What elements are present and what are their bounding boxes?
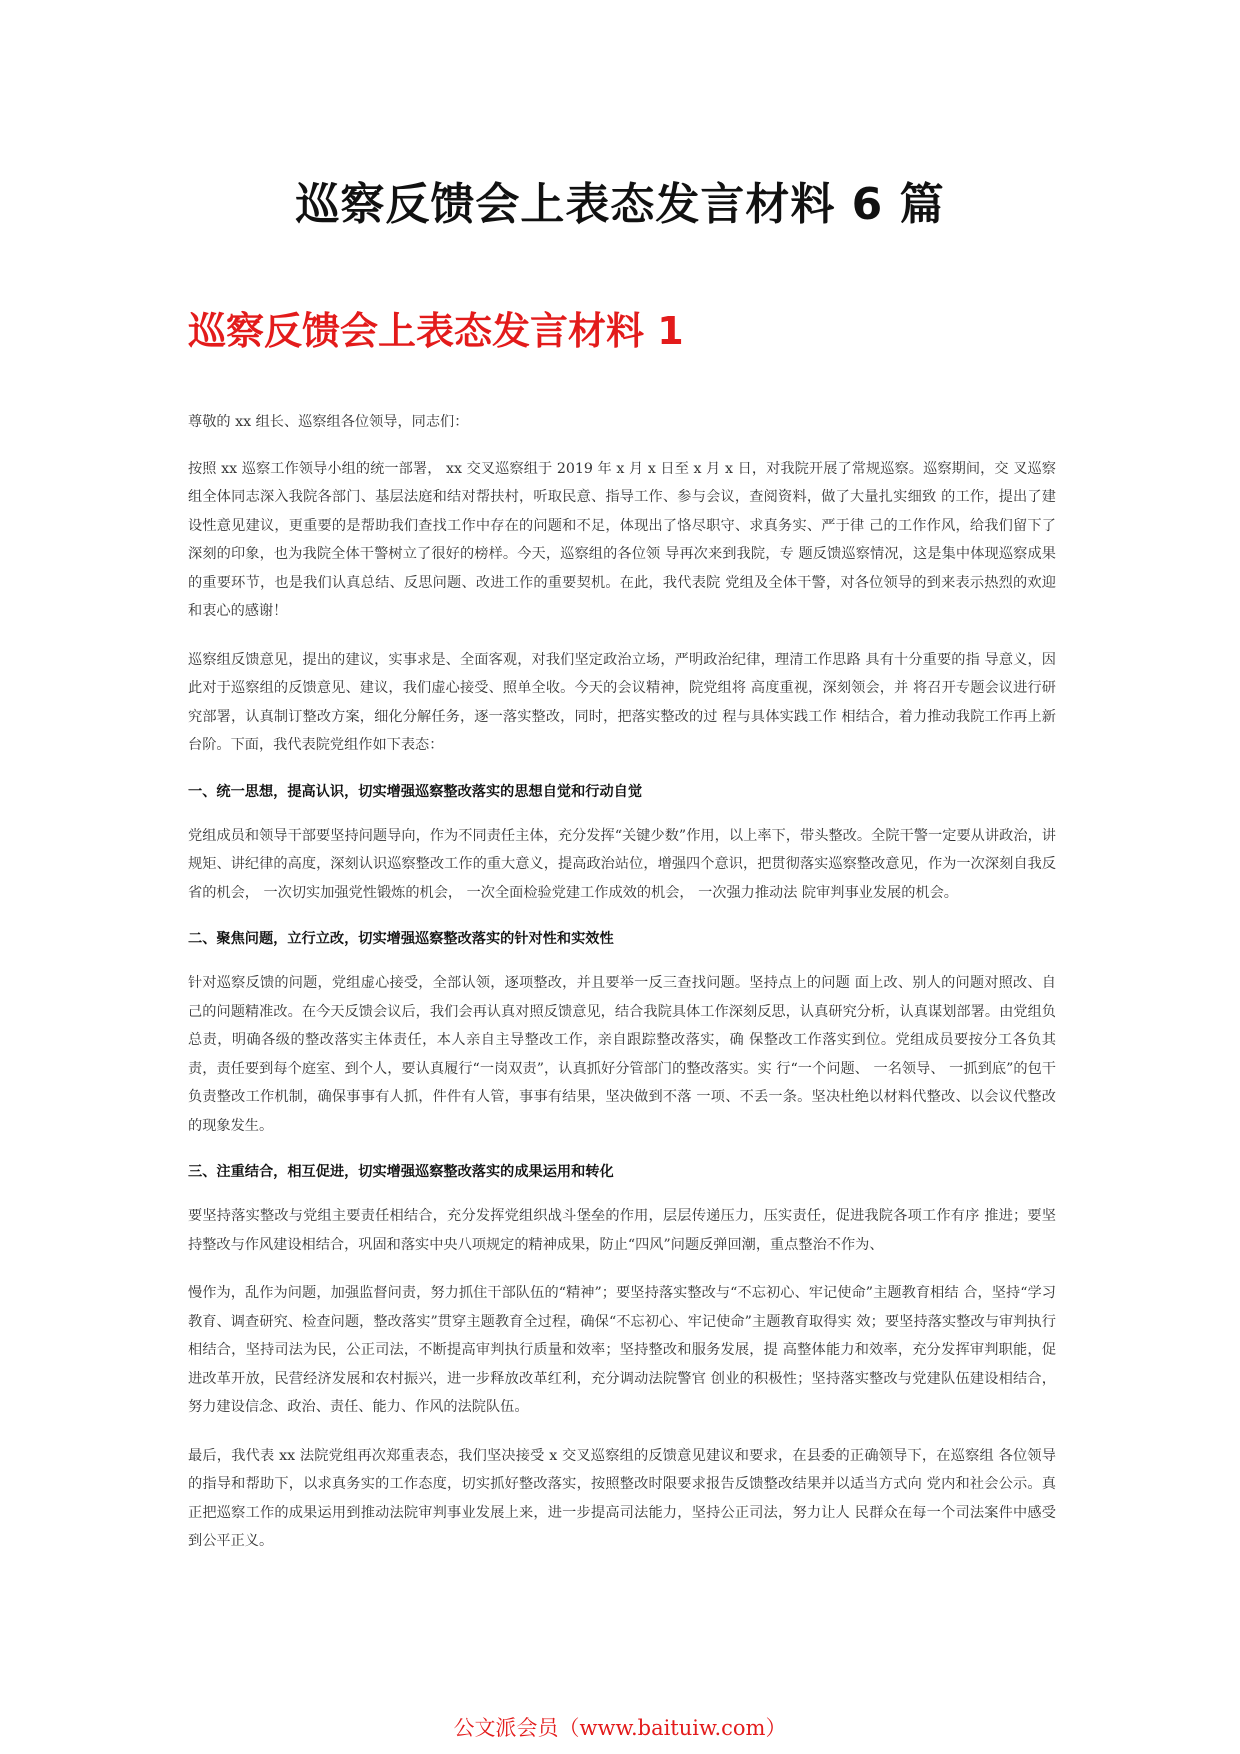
paragraph: 最后，我代表 xx 法院党组再次郑重表态，我们坚决接受 x 交叉巡察组的反馈意见建议和要求，在县委的正确领导下，在巡察组 各位领导的指导和帮助下，以求真务实的工作态度，切实抓好整改落实，按照整改时限要求报告反馈整改结果并以适当方式向 党内和社会公示。真正把巡察工作的成果运用到推动法院审判事业发展上来，进一步提高司法能力，坚持公正司法，努力让人 民群众在每一个司法案件中感受到公平正义。 xyxy=(188,1447,1056,1549)
paragraph: 要坚持落实整改与党组主要责任相结合，充分发挥党组织战斗堡垒的作用，层层传递压力，压实责任，促进我院各项工作有序 推进；要坚持整改与作风建设相结合，巩固和落实中央八项规定的精神成果，防止“四风”问题反弹回潮，重点整治不作为、 xyxy=(188,1208,1056,1253)
paragraph: 慢作为，乱作为问题，加强监督问责，努力抓住干部队伍的“精神”；要坚持落实整改与“不忘初心、牢记使命”主题教育相结 合，坚持“学习教育、调查研究、检查问题，整改落实”贯穿主题教育全过程，确保“不忘初心、牢记使命”主题教育取得实 效；要坚持落实整改与审判执行相结合，坚持司法为民，公正司法，不断提高审判执行质量和效率；坚持整改和服务发展，提 高整体能力和效率，充分发挥审判职能，促进改革开放，民营经济发展和农村振兴，进一步释放改革红利，充分调动法院警官 创业的积极性；坚持落实整改与党建队伍建设相结合，努力建设信念、政治、责任、能力、作风的法院队伍。 xyxy=(188,1285,1056,1415)
document-body xyxy=(188,408,1056,1576)
section-heading: 三、注重结合，相互促进，切实增强巡察整改落实的成果运用和转化 xyxy=(188,1164,614,1180)
paragraph: 党组成员和领导干部要坚持问题导向，作为不同责任主体，充分发挥“关键少数”作用，以上率下，带头整改。全院干警一定要从讲政治，讲规矩、讲纪律的高度，深刻认识巡察整改工作的重大意义，提高政治站位，增强四个意识，把贯彻落实巡察整改意见，作为一次深刻自我反省的机会， 一次切实加强党性锻炼的机会， 一次全面检验党建工作成效的机会， 一次强力推动法 院审判事业发展的机会。 xyxy=(188,827,1056,901)
document-subtitle: 巡察反馈会上表态发言材料 1 xyxy=(188,309,684,353)
section-heading: 二、聚焦问题，立行立改，切实增强巡察整改落实的针对性和实效性 xyxy=(188,931,614,947)
paragraph: 针对巡察反馈的问题，党组虚心接受，全部认领，逐项整改，并且要举一反三查找问题。坚持点上的问题 面上改、别人的问题对照改、自己的问题精准改。在今天反馈会议后，我们会再认真对照反馈意见，结合我院具体工作深刻反思，认真研究分析，认真谋划部署。由党组负总责，明确各级的整改落实主体责任，本人亲自主导整改工作，亲自跟踪整改落实，确 保整改工作落实到位。党组成员要按分工各负其责，责任要到每个庭室、到个人，要认真履行“一岗双责”，认真抓好分管部门的整改落实。实 行“一个问题、 一名领导、 一抓到底”的包干负责整改工作机制，确保事事有人抓，件件有人管，事事有结果，坚决做到不落 一项、不丢一条。坚决杜绝以材料代整改、以会议代整改的现象发生。 xyxy=(188,975,1056,1134)
footer-watermark-link[interactable]: 公文派会员（www.baituiw.com） xyxy=(453,1716,787,1740)
section-heading: 一、统一思想，提高认识，切实增强巡察整改落实的思想自觉和行动自觉 xyxy=(188,783,643,800)
paragraph: 巡察组反馈意见，提出的建议，实事求是、全面客观，对我们坚定政治立场，严明政治纪律，理清工作思路 具有十分重要的指 导意义，因此对于巡察组的反馈意见、建议，我们虚心接受、照单全收。今天的会议精神，院党组将 高度重视，深刻领会，并 将召开专题会议进行研究部署，认真制订整改方案，细化分解任务，逐一落实整改，同时，把落实整改的过 程与具体实践工作 相结合，着力推动我院工作再上新台阶。下面，我代表院党组作如下表态： xyxy=(188,651,1056,753)
paragraph: 按照 xx 巡察工作领导小组的统一部署， xx 交叉巡察组于 2019 年 x 月 x 日至 x 月 x 日，对我院开展了常规巡察。巡察期间，交 叉巡察组全体同志深入我院各部门、基层法庭和结对帮扶村，听取民意、指导工作、参与会议，查阅资料，做了大量扎实细致 的工作，提出了建设性意见建议，更重要的是帮助我们查找工作中存在的问题和不足，体现出了恪尽职守、求真务实、严于律 己的工作作风，给我们留下了深刻的印象，也为我院全体干警树立了很好的榜样。今天，巡察组的各位领 导再次来到我院，专 题反馈巡察情况，这是集中体现巡察成果的重要环节，也是我们认真总结、反思问题、改进工作的重要契机。在此，我代表院 党组及全体干警，对各位领导的到来表示热烈的欢迎和衷心的感谢！ xyxy=(188,460,1056,619)
greeting: 尊敬的 xx 组长、巡察组各位领导，同志们： xyxy=(188,414,469,430)
document-title: 巡察反馈会上表态发言材料 6 篇 xyxy=(295,179,945,230)
